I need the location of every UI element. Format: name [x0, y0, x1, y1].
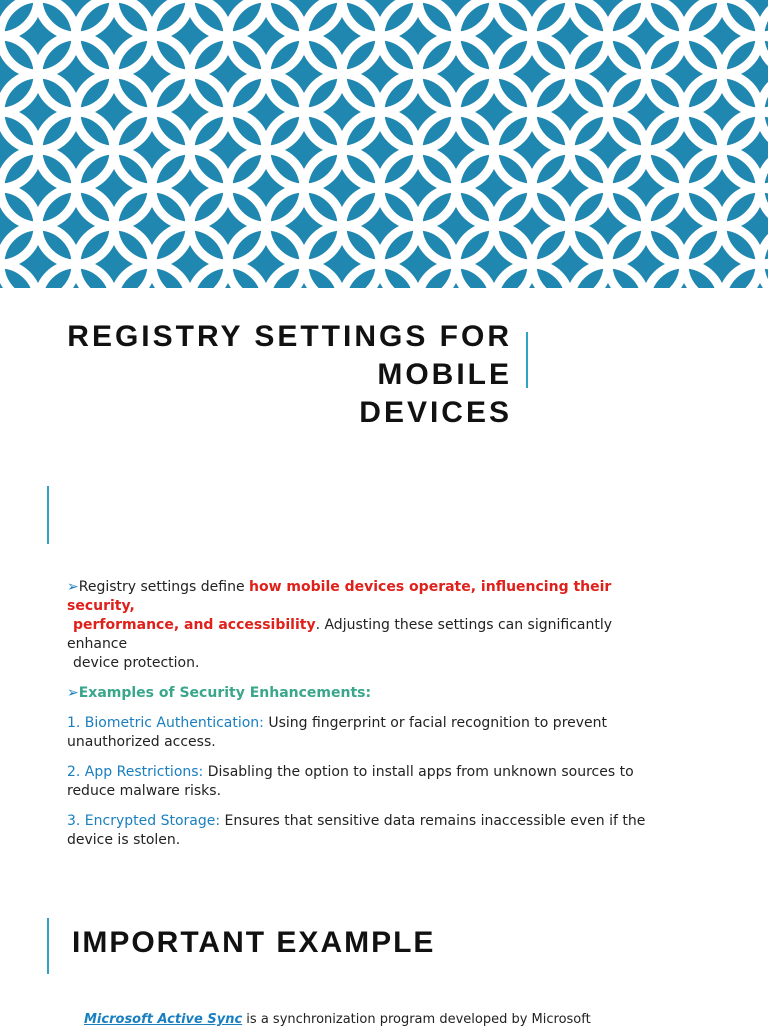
arrow-bullet-icon: ➢ — [67, 579, 79, 595]
activesync-link: Microsoft Active Sync — [84, 1012, 243, 1027]
arrow-bullet-icon: ➢ — [67, 685, 79, 701]
slide-title-line2: DEVICES — [359, 396, 512, 429]
slide2-partial-text: Microsoft Active Sync is a synchronization program developed by Microsoft — [84, 1012, 591, 1027]
list-item: 1. Biometric Authentication: Using fingerprint or facial recognition to prevent unauthorized access. — [67, 715, 608, 750]
intro-highlight-2: performance, and accessibility — [73, 617, 316, 633]
title-accent-bar — [526, 332, 528, 388]
intro-highlight-1: how mobile devices operate, influencing their security, — [67, 579, 612, 614]
list-item: 2. App Restrictions: Disabling the option to install apps from unknown sources to reduce malware risks. — [67, 764, 634, 799]
section-accent-bar — [47, 486, 49, 544]
item-label: 2. App Restrictions: — [67, 764, 204, 780]
item-label: 1. Biometric Authentication: — [67, 715, 264, 731]
slide-title-line1: REGISTRY SETTINGS FOR MOBILE — [67, 320, 512, 391]
intro-paragraph: ➢Registry settings define how mobile devices operate, influencing their security, performance, and accessibility. Adjusting these settings can significantly enhance device protection. — [67, 579, 613, 671]
slide2-title: IMPORTANT EXAMPLE — [72, 926, 436, 959]
slide-title — [0, 318, 512, 432]
decorative-pattern-banner — [0, 0, 768, 288]
slide2-accent-bar — [47, 918, 49, 974]
item-label: 3. Encrypted Storage: — [67, 813, 221, 829]
list-item: 3. Encrypted Storage: Ensures that sensitive data remains inaccessible even if the device is stolen. — [67, 813, 646, 848]
examples-heading: ➢Examples of Security Enhancements: — [67, 685, 372, 701]
slide-title-block — [0, 300, 512, 432]
slide-content — [67, 578, 657, 861]
